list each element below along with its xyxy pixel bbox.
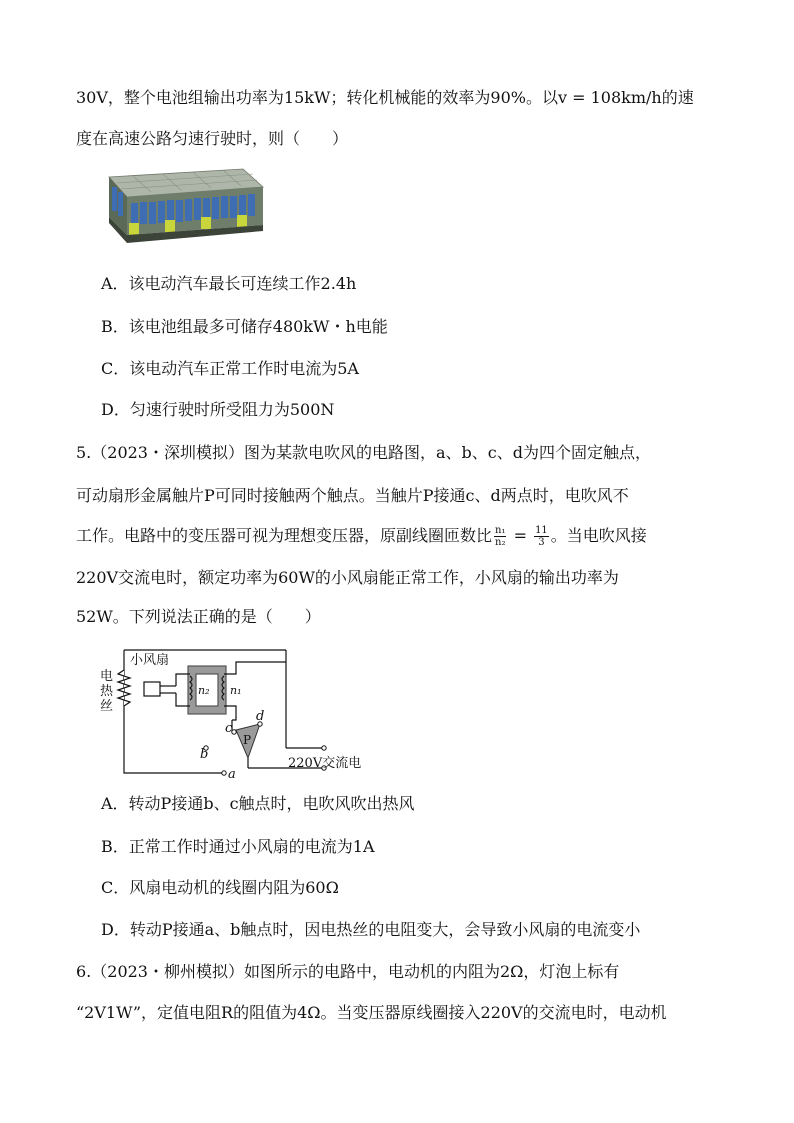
q6-text-line-2: “2V1W”，定值电阻R的阻值为4Ω。当变压器原线圈接入220V的交流电时，电动机 [76,1003,667,1022]
label-n2: n₂ [198,684,210,697]
q5-line-3-start: 工作。电路中的变压器可视为理想变压器，原副线圈匝数比 [76,526,493,545]
fan-label: 小风扇 [130,653,170,668]
q5-text-line-5: 52W。下列说法正确的是（ ） [76,607,321,626]
ratio-value-numerator: 11 [535,525,548,536]
ratio-equals: = [513,526,527,545]
q5-text-line-4: 220V交流电时，额定功率为60W的小风扇能正常工作，小风扇的输出功率为 [76,568,619,587]
battery-pack-image [103,165,265,249]
q4-option-b: B．该电池组最多可储存480kW・h电能 [101,317,388,336]
ratio-value-denominator: 3 [538,537,545,548]
supply-label: 220V交流电 [288,756,362,771]
ratio-numerator-n1: n₁ [495,525,506,536]
q6-text-line-1: 6.（2023・柳州模拟）如图所示的电路中，电动机的内阻为2Ω，灯泡上标有 [76,962,620,981]
contact-label-b: b [200,747,209,762]
q4-option-d: D．匀速行驶时所受阻力为500N [101,400,335,419]
contact-label-a: a [228,767,236,780]
contact-label-d: d [256,709,265,724]
q4-text-line-1: 30V，整个电池组输出功率为15kW；转化机械能的效率为90%。以v = 108km/h的速 [76,88,694,107]
q4-text-line-2: 度在高速公路匀速行驶时，则（ ） [76,129,349,148]
turns-ratio-fraction [494,525,506,548]
q5-option-c: C．风扇电动机的线圈内阻为60Ω [101,878,339,897]
q5-line-3-end: 。当电吹风接 [550,526,647,545]
q4-option-c: C．该电动汽车正常工作时电流为5A [101,359,359,378]
q5-option-a: A．转动P接通b、c触点时，电吹风吹出热风 [101,794,415,813]
q5-text-line-3 [76,524,647,548]
q5-text-line-1: 5.（2023・深圳模拟）图为某款电吹风的电路图，a、b、c、d为四个固定触点， [76,443,651,462]
q5-text-line-2: 可动扇形金属触片P可同时接触两个触点。当触片P接通c、d两点时，电吹风不 [76,486,629,505]
turns-ratio-value [534,525,549,548]
q5-option-b: B．正常工作时通过小风扇的电流为1A [101,837,375,856]
heater-label-2: 热 [100,684,114,699]
contact-label-c: c [225,721,233,736]
q5-option-d: D．转动P接通a、b触点时，因电热丝的电阻变大，会导致小风扇的电流变小 [101,920,641,939]
label-n1: n₁ [230,684,242,697]
ratio-denominator-n2: n₂ [495,537,506,548]
slider-label-p: P [243,733,252,747]
q4-option-a: A．该电动汽车最长可连续工作2.4h [101,274,357,293]
hair-dryer-circuit-diagram [96,640,382,780]
heater-label-1: 电 [100,669,114,684]
heater-label-3: 丝 [100,699,114,714]
